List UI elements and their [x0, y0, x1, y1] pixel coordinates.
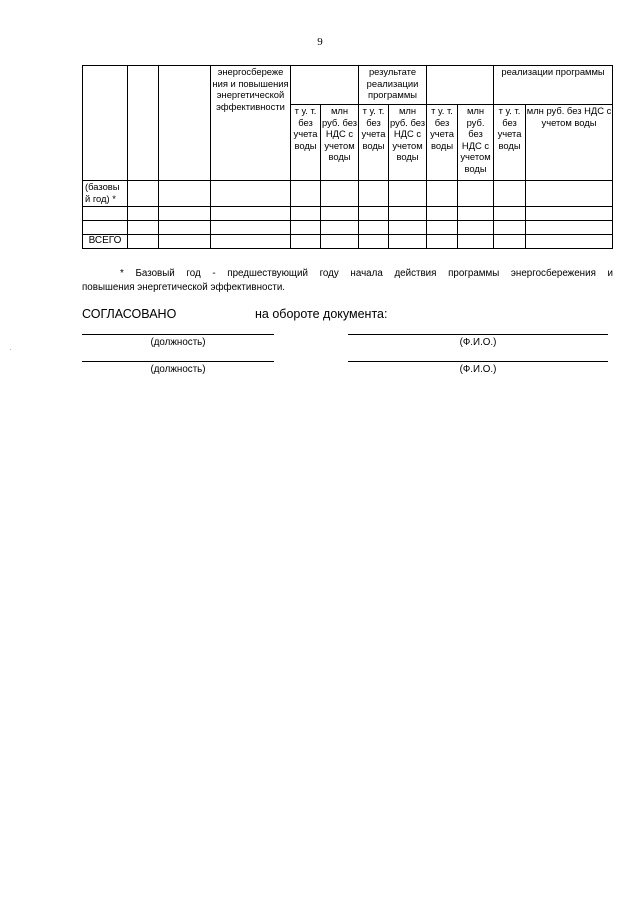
signature-line-name-2 — [348, 361, 608, 362]
table-row-base-year — [83, 181, 613, 207]
report-table — [82, 65, 613, 249]
approval-reverse-side: на обороте документа: — [255, 307, 388, 321]
unit-header-tut: т у. т. без учета воды — [359, 105, 389, 181]
footnote-line-1: * Базовый год - предшествующий году начала действия программы энергосбережения и — [120, 268, 613, 279]
base-year-label: (базовы й год) * — [83, 181, 128, 207]
table-cell — [427, 66, 494, 105]
table-row — [83, 221, 613, 235]
name-caption-1: (Ф.И.О.) — [459, 337, 497, 348]
table-cell — [291, 66, 359, 105]
header-energy-saving: энергосбереже ния и повышения энергетической эффективности — [211, 66, 291, 181]
footnote — [82, 267, 613, 295]
header-program-implementation: реализации программы — [494, 66, 613, 105]
signature-line-position-1 — [82, 334, 274, 335]
unit-header-tut: т у. т. без учета воды — [494, 105, 526, 181]
name-caption-2: (Ф.И.О.) — [459, 364, 497, 375]
unit-header-mln: млн руб. без НДС с учетом воды — [389, 105, 427, 181]
page-number: 9 — [317, 36, 323, 48]
total-label: ВСЕГО — [83, 235, 128, 249]
position-caption-1: (должность) — [150, 337, 206, 348]
position-caption-2: (должность) — [150, 364, 206, 375]
approval-agreed: СОГЛАСОВАНО — [82, 307, 177, 321]
signature-line-position-2 — [82, 361, 274, 362]
footnote-line-2: повышения энергетической эффективности. — [82, 282, 286, 293]
header-program-result: результате реализации программы — [359, 66, 427, 105]
table-cell — [128, 66, 159, 181]
table-cell — [159, 66, 211, 181]
table-cell — [83, 66, 128, 181]
unit-header-mln: млн руб. без НДС с учетом воды — [321, 105, 359, 181]
table-header-row — [83, 66, 613, 105]
table-row-total — [83, 235, 613, 249]
unit-header-tut: т у. т. без учета воды — [427, 105, 458, 181]
unit-header-tut: т у. т. без учета воды — [291, 105, 321, 181]
unit-header-mln-wide: млн руб. без НДС с учетом воды — [526, 105, 613, 181]
table-row — [83, 207, 613, 221]
unit-header-mln: млн руб. без НДС с учетом воды — [458, 105, 494, 181]
signature-line-name-1 — [348, 334, 608, 335]
margin-mark: · — [9, 345, 12, 354]
